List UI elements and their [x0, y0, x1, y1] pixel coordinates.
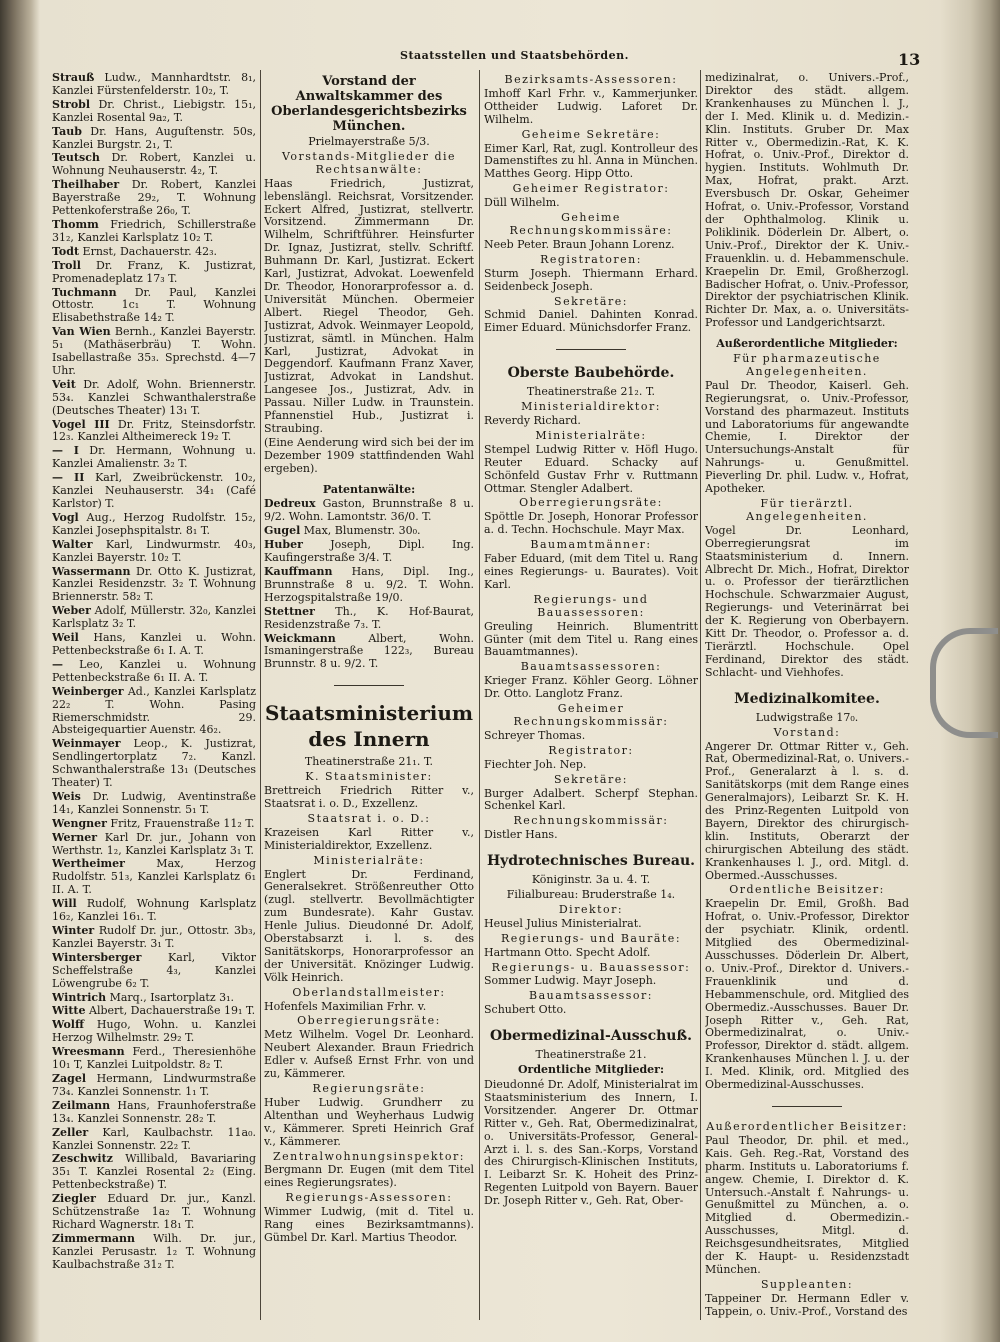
entry: Dieudonné Dr. Adolf, Ministerialrat im Staatsministerium des Innern, I. Vorsitzender. Angerer Dr. Ottmar Ritter v., Geh. Rat, Obermedizinalrat, o. Universitäts-Professor, General-Arzt i. l. s. des San.-Korps, Vorstand des Chirurgisch-Klinischen Instituts, I. Leibarzt Sr. K. Hoheit des Prinz-Regenten Luitpold von Bayern. Bauer Dr. Joseph Ritter v., Geh. Rat, Ober-	[484, 1078, 698, 1208]
entry-text: Dr. Otto K. Justizrat, Kanzlei Residenzstr. 3₂ T. Wohnung Briennerstr. 58₂ T.	[52, 564, 256, 604]
entry-text: Hans, Kanzlei u. Wohn. Pettenbeckstraße 6₁ I. A. T.	[52, 631, 256, 657]
entry: Schmid Daniel. Dahinten Konrad. Eimer Eduard. Münichsdorfer Franz.	[484, 308, 698, 335]
subheading: Regierungs-Assessoren:	[285, 1191, 453, 1205]
entry-name: Wengner	[52, 816, 107, 830]
subheading: Vorstands-Mitglieder die Rechtsanwälte:	[281, 149, 457, 176]
patent-list	[264, 498, 474, 671]
subheading-patentanwaelte: Patentanwälte:	[322, 482, 416, 496]
entry-text: Max, Blumenstr. 30₀.	[300, 524, 421, 538]
subheading: Direktor:	[558, 902, 624, 916]
subheading: Bauamtsassessor:	[528, 989, 653, 1003]
entry-text: Ad., Kanzlei Karlsplatz 22₂ T. Wohn. Pasing Riemerschmidstr. 29. Absteigequartier Auenstr. 46₂.	[52, 684, 256, 737]
entry-name: Walter	[52, 537, 93, 551]
address: Filialbureau: Bruderstraße 1₄.	[506, 888, 676, 902]
entry: Sommer Ludwig. Mayr Joseph.	[484, 974, 657, 988]
entry-name: Teutsch	[52, 151, 100, 165]
list-item	[52, 219, 256, 245]
entry: Angerer Dr. Ottmar Ritter v., Geh. Rat, Obermedizinal-Rat, o. Univers.-Prof., Generalarzt à l. s. d. Sanitätskorps (mit dem Range eines Generalmajors), Leibarzt Sr. K. H. des Prinz-Regenten Luitpold von Bayern, Direktor des chirurgisch-klin. Instituts, Oberarzt der chirurgischen Abteilung des städt. Krankenhauses l. J., ord. Mitgl. d. Obermed.-Ausschusses.	[705, 739, 909, 882]
divider	[556, 349, 626, 350]
list-item	[52, 818, 256, 831]
book-spine-shadow	[0, 0, 40, 1342]
entry-text: Gaston, Brunnstraße 8 u. 9/2. Wohn. Lamontstr. 36/0. T.	[264, 497, 474, 524]
entry: Neeb Peter. Braun Johann Lorenz.	[484, 237, 675, 251]
section-title-obermedizinal-ausschuss: Obermedizinal-Ausschuß.	[490, 1028, 692, 1045]
address: Theatinerstraße 21₁. T.	[304, 755, 434, 769]
entry: Vogel Dr. Leonhard, Oberregierungsrat im Staatsministerium d. Innern. Albrecht Dr. Mich., Hofrat, Direktor u. o. Professor der tierärztlichen Hochschule. Schwarzmaier August, Regierungs- und Veterinärrat bei der K. Regierung von Oberbayern. Kitt Dr. Theodor, o. Professor a. d. Tierärztl. Hochschule. Opel Ferdinand, Direktor des städt. Schlacht- und Viehhofes.	[705, 523, 909, 679]
subheading: Sekretäre:	[554, 294, 628, 308]
subheading: Regierungs- und Bauräte:	[500, 931, 682, 945]
entry-text: Dr. Fritz, Steinsdorfstr. 12₃. Kanzlei Altheimereck 19₂ T.	[52, 417, 256, 444]
entry-name: Kauffmann	[264, 565, 333, 578]
entry-name: Ziegler	[52, 1192, 96, 1206]
column-2	[264, 72, 474, 1322]
divider	[334, 685, 404, 686]
entry-name: —	[52, 657, 63, 671]
list-item	[52, 632, 256, 658]
subheading: Regierungs- und Bauassessoren:	[533, 592, 649, 619]
entry-name: Thomm	[52, 217, 99, 231]
entry-text: Wilh. Dr. jur., Kanzlei Perusastr. 1₂ T. Wohnung Kaulbachstraße 31₂ T.	[52, 1231, 256, 1271]
column-divider	[479, 70, 480, 1320]
entry-name: Winter	[52, 924, 95, 937]
subheading: Geheime Sekretäre:	[521, 127, 661, 141]
entry-text: Dr. Paul, Kanzlei Ottostr. 1c₁ T. Wohnung Elisabethstraße 14₂ T.	[52, 285, 256, 325]
entry-text: Ferd., Theresienhöhe 10₁ T, Kanzlei Luitpoldstr. 8₂ T.	[52, 1045, 256, 1072]
entry: Brettreich Friedrich Ritter v., Staatsrat i. o. D., Exzellenz.	[264, 784, 474, 810]
subheading: Geheime Rechnungskommissäre:	[509, 211, 673, 237]
subheading: Baumamtmänner:	[530, 538, 652, 552]
entry-name: Stettner	[264, 604, 315, 618]
address: Königinstr. 3a u. 4. T.	[531, 873, 651, 887]
list-item	[52, 791, 256, 817]
divider	[772, 1106, 842, 1107]
subheading: Ordentliche Mitglieder:	[517, 1063, 665, 1077]
entry-name: Weber	[52, 604, 91, 618]
subheading: Außerordentliche Mitglieder:	[716, 337, 898, 351]
entry-text: Dr. Hermann, Wohnung u. Kanzlei Amalienstr. 3₂ T.	[52, 444, 256, 471]
entry-name: Wolff	[52, 1018, 85, 1032]
list-item	[52, 686, 256, 738]
entry: Düll Wilhelm.	[484, 196, 560, 210]
list-item	[52, 512, 256, 538]
subheading: Rechnungskommissär:	[513, 814, 669, 828]
entry: Imhoff Karl Frhr. v., Kammerjunker. Ottheider Ludwig. Laforet Dr. Wilhelm.	[484, 86, 698, 126]
list-item	[52, 1100, 256, 1126]
entry: Kraepelin Dr. Emil, Großh. Bad Hofrat, o. Univ.-Professor, Direktor der psychiatr. Klinik, ordentl. Mitglied des Obermedizinal-Ausschusses. Döderlein Dr. Albert, o. Univ.-Prof., Direktor d. Univers.-Frauenklinik und d. Hebammenschule, ord. Mitglied des Obermediz.-Ausschusses. Bauer Dr. Joseph Ritter v., Geh. Rat, Obermedizinalrat, o. Univ.-Professor, Direktor d. städt. allgem. Krankenhauses München l. J. u. der I. Med. Klinik, ord. Mitglied des Obermedizinal-Ausschusses.	[705, 897, 909, 1092]
entry-text: Dr. Franz, K. Justizrat, Promenadeplatz 17₃ T.	[52, 258, 256, 285]
entry: Spöttle Dr. Joseph, Honorar Professor a. d. Techn. Hochschule. Mayr Max.	[484, 510, 698, 537]
entry-text: Joseph, Dipl. Ing. Kaufingerstraße 3/4. T.	[264, 538, 474, 565]
running-title: Staatsstellen und Staatsbehörden.	[400, 49, 629, 62]
entry-name: Van Wien	[52, 325, 111, 339]
entry: Krazeisen Karl Ritter v., Ministerialdirektor, Exzellenz.	[264, 825, 474, 852]
section-title-anwaltskammer: Vorstand der Anwaltskammer des Oberlandesgerichtsbezirks München.	[271, 74, 467, 134]
subheading: Oberregierungsräte:	[297, 1014, 441, 1028]
subheading: Registrator:	[548, 743, 634, 757]
subheading: Sekretäre:	[554, 772, 628, 786]
list-item	[52, 99, 256, 125]
list-item	[52, 1073, 256, 1099]
list-item	[52, 1005, 256, 1018]
subheading: Geheimer Registrator:	[512, 182, 670, 196]
entry: Sturm Joseph. Thiermann Erhard. Seidenbeck Joseph.	[484, 266, 698, 293]
section-title-oberste-baubehoerde: Oberste Baubehörde.	[507, 365, 675, 382]
entry-text: Karl, Viktor Scheffelstraße 4₃, Kanzlei Löwengrube 6₂ T.	[52, 950, 256, 990]
entry: medizinalrat, o. Univers.-Prof., Direktor des städt. allgem. Krankenhauses zu München l. J., der I. Med. Klinik u. d. Medizin.-Klin. Instituts. Gruber Dr. Max Ritter v., Obermedizin.-Rat, K. K. Hofrat, o. Univ.-Prof., Direktor d. hygien. Instituts. Wohlmuth Dr. Max, Hofrat, prakt. Arzt. Eversbusch Dr. Oskar, Geheimer Hofrat, o. Univ.-Professor, Vorstand der Ophthalmolog. Klinik u. Poliklinik. Döderlein Dr. Albert, o. Univ.-Prof., Direktor der K. Univ.-Frauenklin. u. d. Hebammenschule. Kraepelin Dr. Emil, Großherzogl. Badischer Hofrat, o. Univ.-Professor, Direktor der psychiatrischen Klinik. Richter Dr. Max, a. o. Universitäts-Professor und Landgerichtsarzt.	[705, 72, 909, 330]
subheading: K. Staatsminister:	[305, 770, 433, 784]
list-item	[52, 539, 256, 565]
entry-text: Max, Herzog Rudolfstr. 51₃, Kanzlei Karlsplatz 6₁ II. A. T.	[52, 857, 256, 897]
section-title-hydrotechnisches-bureau: Hydrotechnisches Bureau.	[486, 853, 696, 870]
entry-name: Huber	[264, 538, 303, 552]
entry-name: Weickmann	[264, 631, 336, 645]
entry: Bergmann Dr. Eugen (mit dem Titel eines Regierungsrates).	[264, 1163, 474, 1190]
entry-text: Bernh., Kanzlei Bayerstr. 5₁ (Mathäserbräu) T. Wohn. Isabellastraße 35₃. Sprechstd. 4—7 Uhr.	[52, 325, 256, 377]
entry-name: Wintersberger	[52, 950, 142, 964]
entry-text: Rudolf Dr. jur., Ottostr. 3b₃, Kanzlei Bayerstr. 3₁ T.	[52, 924, 256, 950]
entry: Hartmann Otto. Specht Adolf.	[484, 945, 651, 959]
entry-text: Dr. Robert, Kanzlei Bayerstraße 29₂, T. Wohnung Pettenkoferstraße 26₀, T.	[52, 178, 256, 218]
note: (Eine Aenderung wird sich bei der im Dezember 1909 stattfindenden Wahl ergeben).	[264, 435, 474, 475]
subheading: Staatsrat i. o. D.:	[307, 811, 431, 825]
entry-text: Leop., K. Justizrat, Sendlingertorplatz 7₂. Kanzl. Schwanthalerstraße 13₁ (Deutsches Theater) T.	[52, 737, 256, 790]
entry: Tappeiner Dr. Hermann Edler v. Tappein, o. Univ.-Prof., Vorstand des	[705, 1291, 909, 1318]
list-item	[52, 472, 256, 511]
list-item	[52, 1153, 256, 1192]
subheading: Vorstand:	[773, 725, 841, 739]
entry: Fiechter Joh. Nep.	[484, 757, 587, 771]
entry-text: Fritz, Frauenstraße 11₂ T.	[106, 816, 255, 830]
entry-text: Adolf, Müllerstr. 32₀, Kanzlei Karlsplatz 3₂ T.	[52, 604, 256, 631]
entry-name: Weinberger	[52, 684, 124, 698]
list-item	[52, 326, 256, 378]
entry-text: Th., K. Hof-Baurat, Residenzstraße 7₃. T.	[264, 604, 474, 631]
entry-name: Strauß	[52, 72, 95, 84]
entry-name: Weil	[52, 631, 79, 645]
list-item	[52, 659, 256, 685]
entry-name: Zeilmann	[52, 1098, 111, 1112]
entry: Stempel Ludwig Ritter v. Höfl Hugo. Reuter Eduard. Schacky auf Schönfeld Gustav Frhr v. Ruttmann Ottmar. Stengler Adalbert.	[484, 442, 698, 495]
list-item	[52, 898, 256, 924]
list-item	[52, 445, 256, 471]
subheading: Regierungs- u. Bauassessor:	[491, 960, 691, 974]
entry-name: Strobl	[52, 97, 91, 111]
page-number: 13	[898, 50, 921, 69]
entry: Krieger Franz. Köhler Georg. Löhner Dr. Otto. Langlotz Franz.	[484, 674, 698, 701]
entry: Wimmer Ludwig, (mit d. Titel u. Rang eines Bezirksamtmanns). Gümbel Dr. Karl. Martius Theodor.	[264, 1205, 474, 1244]
subheading: Registratoren:	[540, 252, 642, 266]
entry-name: Theilhaber	[52, 178, 120, 192]
section-title-staatsministerium: Staatsministerium des Innern	[264, 701, 474, 752]
entry-name: Veit	[52, 377, 76, 391]
list-item	[52, 179, 256, 218]
entry-name: Todt	[52, 244, 80, 258]
entry-name: Zeschwitz	[52, 1152, 113, 1166]
entry-text: Ludw., Mannhardtstr. 8₁, Kanzlei Fürstenfelderstr. 10₂, T.	[52, 72, 256, 97]
entry: Metz Wilhelm. Vogel Dr. Leonhard. Neubert Alexander. Braun Friedrich Edler v. Aufseß Ernst Frhr. von und zu, Kämmerer.	[264, 1028, 474, 1081]
entry-name: Dedreux	[264, 497, 316, 511]
subheading: Zentralwohnungsinspektor:	[272, 1149, 466, 1163]
entry-text: Albert, Dachauerstraße 19₁ T.	[85, 1004, 256, 1018]
entry-text: Rudolf, Wohnung Karlsplatz 16₂, Kanzlei 16₁. T.	[52, 897, 256, 924]
list-item	[52, 605, 256, 631]
entry: Greuling Heinrich. Blumentritt Günter (mit dem Titel u. Rang eines Bauamtmannes).	[484, 619, 698, 659]
entry-text: Dr. Hans, Auguſtenstr. 50s, Kanzlei Burgstr. 2₁, T.	[52, 124, 256, 151]
entry-text: Karl, Zweibrückenstr. 10₂, Kanzlei Neuhauserstr. 34₁ (Café Karlstor) T.	[52, 471, 256, 510]
subheading: Suppleanten:	[760, 1277, 854, 1291]
list-item	[52, 419, 256, 445]
entry: Huber Ludwig. Grundherr zu Altenthan und Weyherhaus Ludwig v., Kämmerer. Spreti Heinrich Graf v., Kämmerer.	[264, 1095, 474, 1148]
entry-text: Karl Dr. jur., Johann von Werthstr. 1₂, Kanzlei Karlsplatz 3₁ T.	[52, 830, 256, 857]
entry-name: Taub	[52, 124, 82, 138]
list-item	[52, 126, 256, 152]
column-3	[484, 72, 698, 1322]
subheading: Außerordentlicher Beisitzer:	[706, 1119, 908, 1133]
list-item	[52, 287, 256, 326]
section-title-medizinalkomitee: Medizinalkomitee.	[734, 690, 880, 707]
entry-name: Witte	[52, 1004, 86, 1018]
entry: Distler Hans.	[484, 828, 558, 842]
list-item	[52, 379, 256, 418]
entry-name: Zeller	[52, 1125, 89, 1139]
subheading: Für tierärztl. Angelegenheiten.	[746, 497, 868, 523]
list-item	[52, 246, 256, 259]
column-divider	[700, 70, 701, 1320]
list-item	[52, 1019, 256, 1045]
entry-name: Will	[52, 897, 77, 911]
address: Theatinerstraße 21.	[535, 1048, 647, 1062]
list-item	[52, 152, 256, 178]
entry: Faber Eduard, (mit dem Titel u. Rang eines Regierungs- u. Baurates). Voit Karl.	[484, 552, 698, 591]
entry-text: Dr. Ludwig, Aventinstraße 14₁, Kanzlei Sonnenstr. 5₁ T.	[52, 789, 256, 816]
entry-text: Karl, Kaulbachstr. 11a₀. Kanzlei Sonnenstr. 22₂ T.	[52, 1125, 256, 1152]
entry: Eimer Karl, Rat, zugl. Kontrolleur des Damenstiftes zu hl. Anna in München. Matthes Georg. Hipp Otto.	[484, 141, 698, 181]
entry-text: Dr. Robert, Kanzlei u. Wohnung Neuhauserstr. 4₂, T.	[52, 151, 256, 178]
entry-text: Albert, Wohn. Ismaningerstraße 122₃, Bureau Brunnstr. 8 u. 9/2. T.	[264, 631, 474, 671]
entry-text: Karl, Lindwurmstr. 40₃, Kanzlei Bayerstr. 10₂ T.	[52, 537, 256, 564]
list-item	[52, 858, 256, 897]
address: Ludwigstraße 17₀.	[755, 710, 859, 724]
entry-name: Wreesmann	[52, 1045, 125, 1059]
entry-name: Werner	[52, 830, 98, 844]
list-item	[264, 539, 474, 565]
list-item	[264, 606, 474, 632]
entry: Heusel Julius Ministerialrat.	[484, 916, 642, 930]
entry-name: Zimmermann	[52, 1231, 136, 1245]
list-item	[52, 1046, 256, 1072]
list-item	[52, 566, 256, 605]
entry: Paul Theodor, Dr. phil. et med., Kais. Geh. Reg.-Rat, Vorstand des pharm. Instituts u. Laboratoriums f. angew. Chemie, I. Direktor d. K. Untersuch.-Anstalt f. Nahrungs- u. Genußmittel zu München, a. o. Mitglied d. Obermedizin.-Ausschusses, Mitgl. d. Reichsgesundheitsrates, Mitglied der K. Haupt- u. Residenzstadt München.	[705, 1133, 909, 1276]
entry: Burger Adalbert. Scherpf Stephan. Schenkel Karl.	[484, 786, 698, 813]
entry-text: Dr. Christ., Liebigstr. 15₁, Kanzlei Rosental 9a₂, T.	[52, 97, 256, 124]
list-item	[52, 832, 256, 858]
paper-clip-icon	[930, 628, 998, 738]
list-item	[52, 1233, 256, 1272]
entry-name: Troll	[52, 258, 81, 272]
entry-text: Aug., Herzog Rudolfstr. 15₂, Kanzlei Josephspitalstr. 8₁ T.	[52, 510, 256, 537]
entry: Hofenfels Maximilian Frhr. v.	[264, 999, 427, 1013]
entry-text: Friedrich, Schillerstraße 31₂, Kanzlei Karlsplatz 10₂ T.	[52, 217, 256, 244]
entry-name: Gugel	[264, 524, 301, 538]
entry-name: Vogl	[52, 510, 79, 524]
entry-text: Ernst, Dachauerstr. 42₃.	[79, 244, 218, 258]
subheading: Für pharmazeutische Angelegenheiten.	[733, 352, 881, 378]
list-item	[52, 1193, 256, 1232]
list-item	[52, 952, 256, 991]
subheading: Ministerialräte:	[313, 853, 425, 867]
entry-text: Leo, Kanzlei u. Wohnung Pettenbeckstraße 6₁ II. A. T.	[52, 657, 256, 684]
entry-name: Wintrich	[52, 990, 107, 1004]
subheading: Ministerialräte:	[535, 428, 647, 442]
entry-name: Weinmayer	[52, 737, 121, 751]
entry-name: — I	[52, 444, 79, 458]
entry: Paul Dr. Theodor, Kaiserl. Geh. Regierungsrat, o. Univ.-Professor, Vorstand des pharmazeut. Instituts und Laboratoriums für angewandte Chemie, I. Direktor der Untersuchungs-Anstalt für Nahrungs- u. Genußmittel. Pieverling Dr. phil. Ludw. v., Hofrat, Apotheker.	[705, 378, 909, 496]
entry-text: Marq., Isartorplatz 3₁.	[106, 990, 235, 1004]
subheading: Bauamtsassessoren:	[520, 660, 662, 674]
list-item	[52, 992, 256, 1005]
entry: Reverdy Richard.	[484, 414, 581, 428]
entry: Englert Dr. Ferdinand, Generalsekret. Strößenreuther Otto (zugl. stellvertr. Bevollmächtigter zum Bundesrate). Kahr Gustav. Henle Julius. Dieudonné Dr. Adolf, Oberstabsarzt i. l. s. des Sanitätskorps, Honorarprofessor an der Universität. Knözinger Ludwig. Völk Heinrich.	[264, 867, 474, 984]
entry-text: Willibald, Bavariaring 35₁ T. Kanzlei Rosental 2₂ (Eing. Pettenbeckstraße) T.	[52, 1152, 256, 1192]
entry-name: Weis	[52, 789, 81, 803]
list-item	[264, 498, 474, 524]
entry-name: Wassermann	[52, 564, 131, 578]
subheading: Regierungsräte:	[312, 1082, 426, 1095]
address: Prielmayerstraße 5/3.	[308, 135, 430, 148]
entry-name: Wertheimer	[52, 857, 125, 871]
list-item	[52, 72, 256, 98]
list-item	[264, 525, 474, 538]
subheading: Ordentliche Beisitzer:	[729, 883, 885, 897]
list-item	[52, 1127, 256, 1153]
list-item	[264, 633, 474, 672]
subheading: Geheimer Rechnungskommissär:	[513, 702, 669, 728]
entry-text: Hans, Dipl. Ing., Brunnstraße 8 u. 9/2. T. Wohn. Herzogspitalstraße 19/0.	[264, 565, 474, 604]
list-item	[52, 260, 256, 286]
entry: Schubert Otto.	[484, 1003, 567, 1017]
member-list: Haas Friedrich, Justizrat, lebenslängl. Reichsrat, Vorsitzender. Eckert Alfred, Justizrat, stellvertr. Vorsitzend. Zimmermann Dr. Wilhelm, Schriftführer. Heinsfurter Dr. Ignaz, Justizrat, stellv. Schriftf. Buhmann Dr. Karl, Justizrat. Eckert Karl, Justizrat, Advokat. Loewenfeld Dr. Theodor, Honorarprofessor a. d. Universität München. Obermeier Albert. Riegel Theodor, Geh. Justizrat, Advok. Weinmayer Leopold, Justizrat, sämtl. in München. Halm Karl, Justizrat, Advokat in Deggendorf. Kaufmann Franz Xaver, Justizrat, Advokat in Landshut. Langesee Jos., Justizrat, Adv. in Passau. Niller Ludw. in Traunstein. Pfannenstiel Hub., Justizrat i. Straubing.	[264, 176, 474, 435]
entry-text: Hugo, Wohn. u. Kanzlei Herzog Wilhelmstr. 29₂ T.	[52, 1018, 256, 1045]
address: Theatinerstraße 21₂. T.	[526, 385, 656, 399]
entry-text: Dr. Adolf, Wohn. Briennerstr. 53₄. Kanzlei Schwanthalerstraße (Deutsches Theater) 13₁ T.	[52, 377, 256, 417]
list-item	[52, 925, 256, 951]
entry-name: Tuchmann	[52, 285, 117, 299]
list-item	[52, 738, 256, 790]
subheading: Bezirksamts-Assessoren:	[504, 73, 678, 86]
subheading: Oberlandstallmeister:	[292, 985, 446, 999]
entry-name: Zagel	[52, 1071, 87, 1085]
column-1-lawyer-list	[52, 72, 256, 1322]
entry-text: Eduard Dr. jur., Kanzl. Schützenstraße 1a₂ T. Wohnung Richard Wagnerstr. 18₁ T.	[52, 1192, 256, 1231]
entry-text: Hans, Fraunhoferstraße 13₄. Kanzlei Sonnenstr. 28₂ T.	[52, 1098, 256, 1125]
column-4	[705, 72, 909, 1322]
entry-name: — II	[52, 471, 85, 485]
entry-text: Hermann, Lindwurmstraße 73₄. Kanzlei Sonnenstr. 1₁ T.	[52, 1071, 256, 1098]
entry-name: Vogel III	[52, 417, 110, 431]
column-divider	[260, 70, 261, 1320]
list-item	[264, 566, 474, 605]
subheading: Oberregierungsräte:	[519, 496, 663, 510]
subheading: Ministerialdirektor:	[521, 400, 661, 414]
entry: Schreyer Thomas.	[484, 728, 586, 742]
